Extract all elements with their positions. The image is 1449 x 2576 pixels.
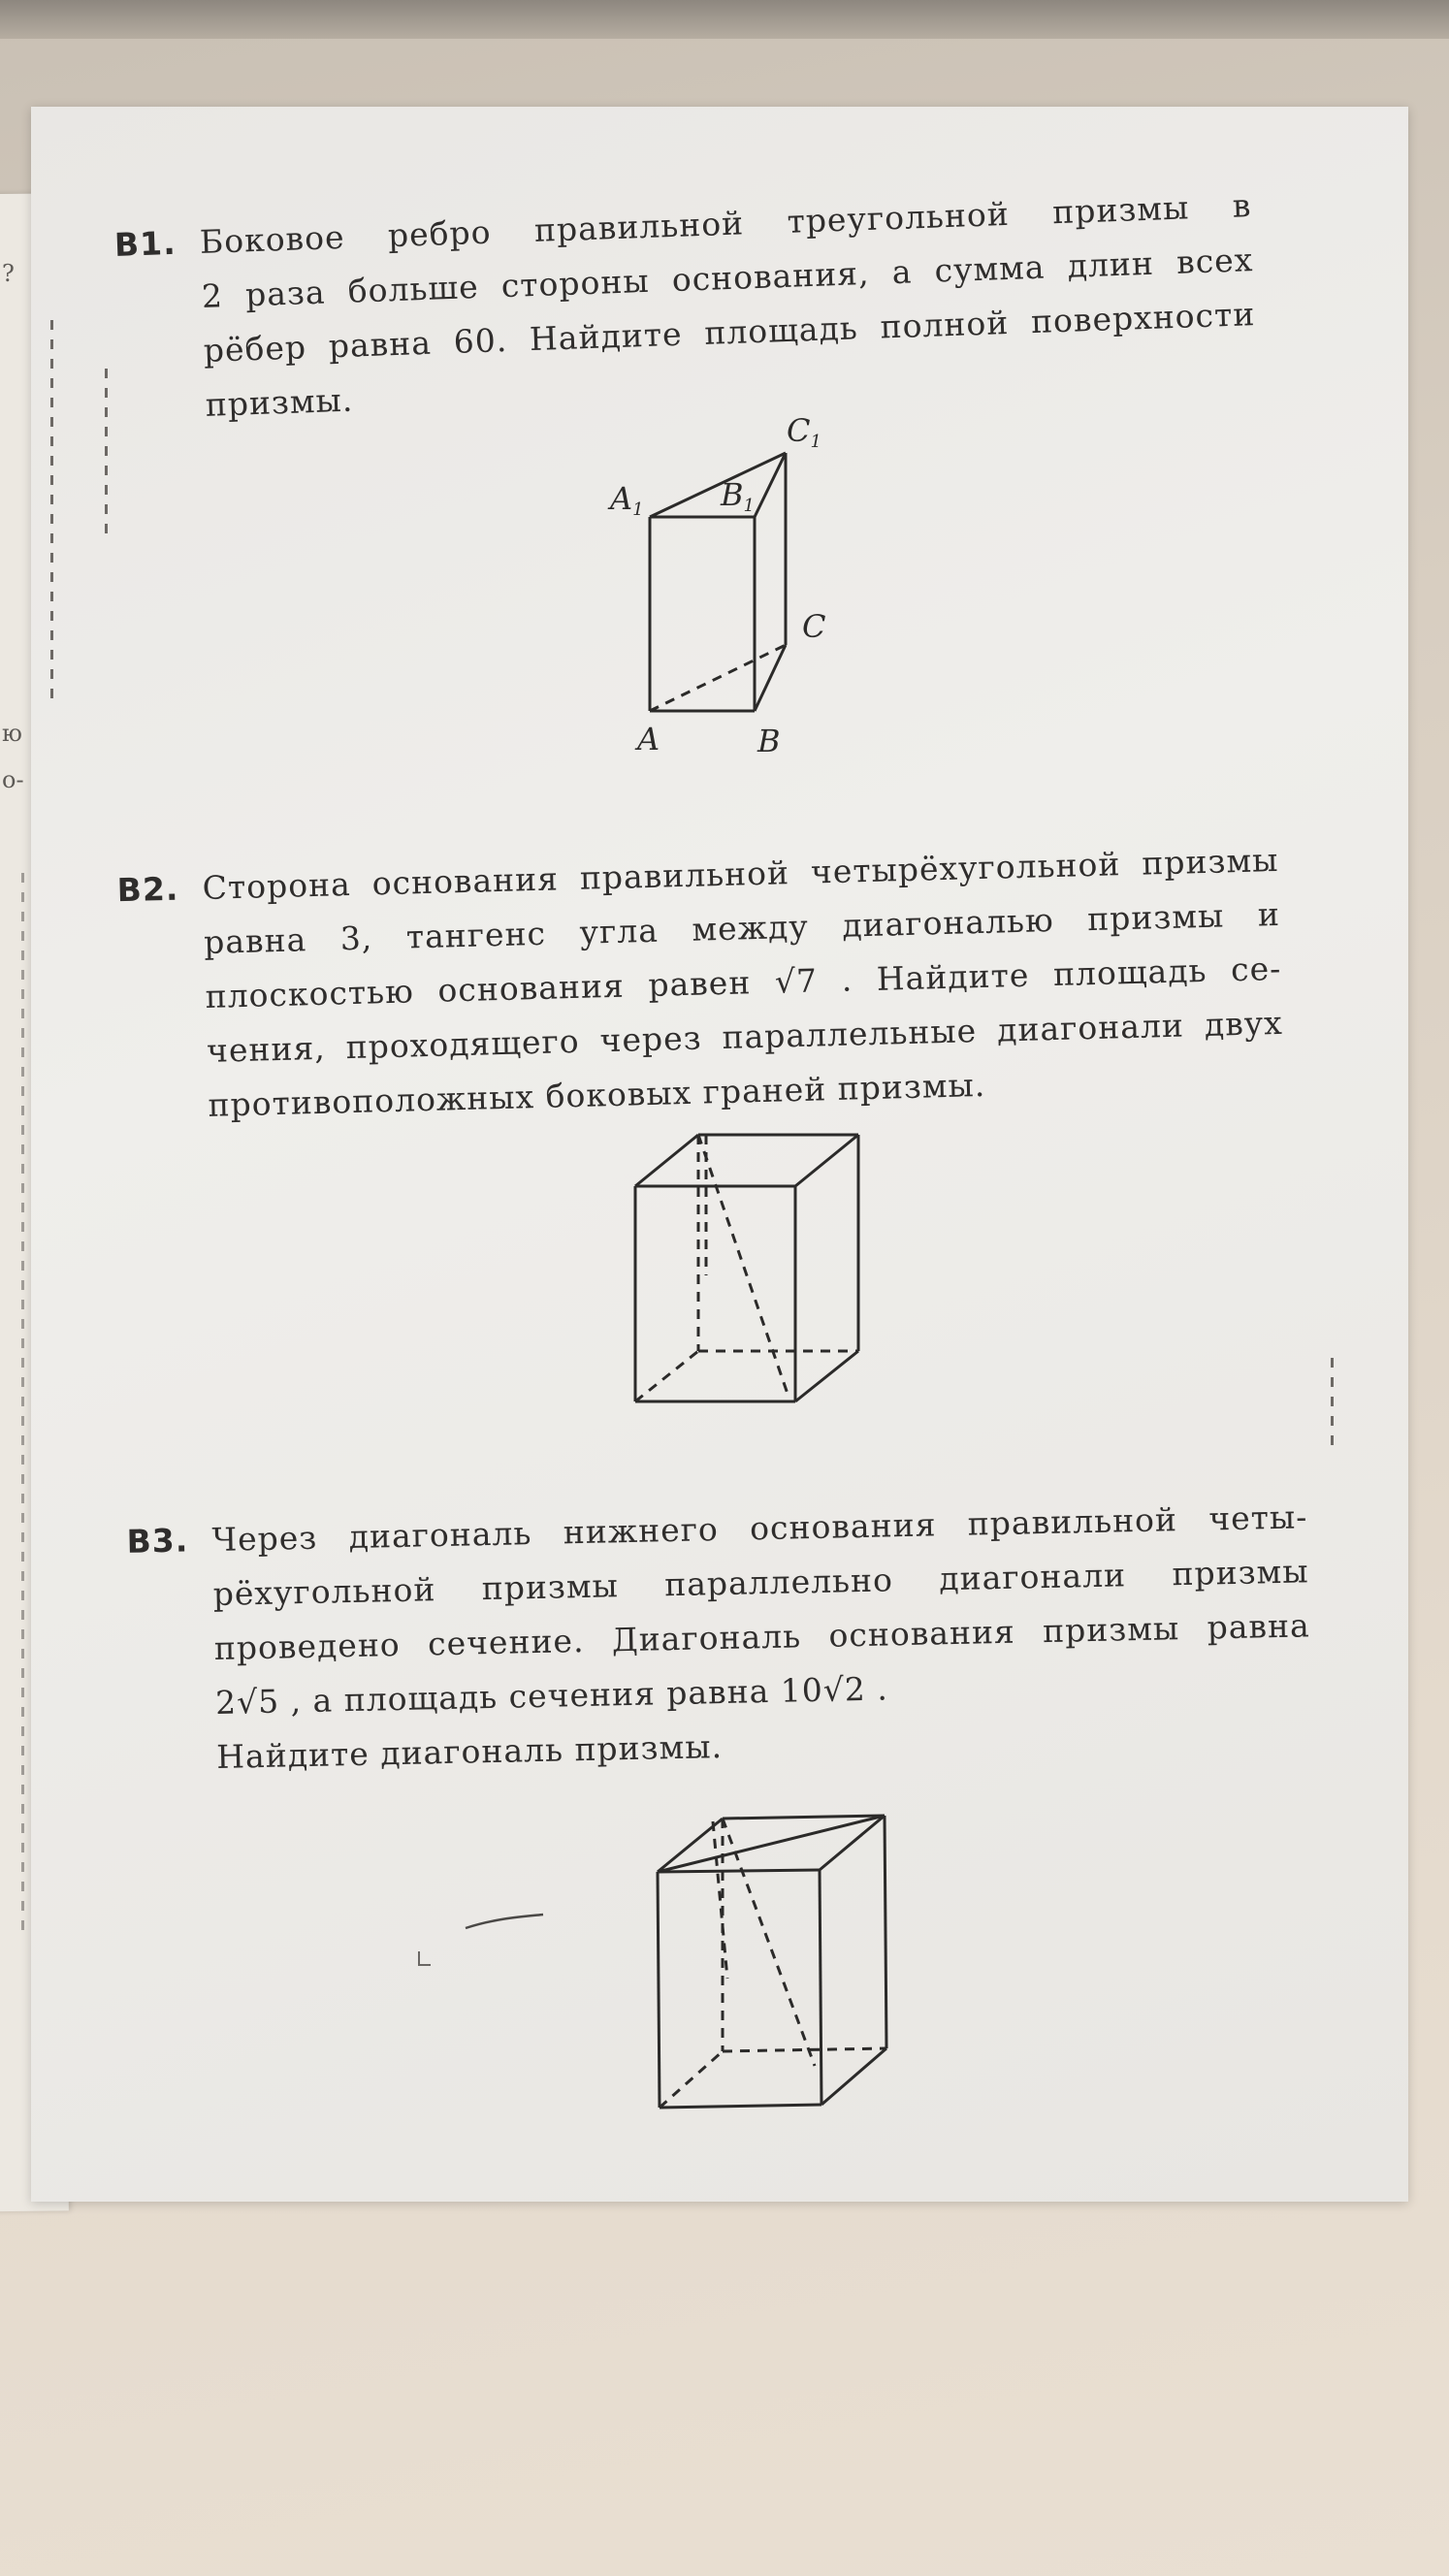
margin-mark: о- (2, 766, 24, 793)
problem-text-line: противоположных боковых граней призмы. (208, 1065, 986, 1124)
vertex-label-a: A (637, 721, 660, 757)
problem-number: В2. (116, 869, 179, 910)
quadrilateral-prism-figure (621, 1120, 873, 1421)
pencil-scribble (407, 1901, 563, 1979)
problem-text-line: рёбер равна 60. Найдите площадь полной поверхности (203, 295, 1256, 370)
problem-b3 (126, 1490, 1313, 1785)
margin-dashes (21, 873, 24, 1940)
problem-text-line: призмы. (205, 380, 354, 424)
problem-b1 (113, 178, 1258, 433)
vertex-label-a1: A1 (610, 480, 644, 520)
problem-text-line: Боковое ребро правильной треугольной призмы в (199, 186, 1252, 261)
margin-dashes (50, 320, 53, 708)
problem-text-line: 2√5 , а площадь сечения равна 10√2 . (214, 1669, 889, 1722)
prism-section-figure (640, 1804, 912, 2124)
vertex-label-c: C (802, 608, 826, 645)
problem-text-line: равна 3, тангенс угла между диагональю призмы и (203, 894, 1281, 961)
margin-dashes (105, 369, 108, 543)
problem-text-line: 2 раза больше стороны основания, а сумма длин всех (201, 241, 1254, 315)
problem-b2 (116, 833, 1285, 1133)
vertex-label-b1: B1 (721, 476, 755, 516)
problem-number: В3. (126, 1521, 189, 1561)
vertex-label-c1: C1 (787, 412, 821, 452)
margin-mark: ? (2, 260, 15, 287)
margin-mark: ю (2, 720, 22, 747)
triangular-prism-figure (596, 412, 829, 761)
problem-text-line: Через диагональ нижнего основания правильной четы- (211, 1497, 1308, 1559)
margin-dashes (1331, 1358, 1334, 1455)
problem-text-line: проведено сечение. Диагональ основания призмы равна (213, 1606, 1311, 1667)
problem-number: В1. (113, 223, 177, 265)
problem-text-line: Сторона основания правильной четырёхугольной призмы (202, 840, 1279, 907)
problem-text-line: чения, проходящего через параллельные диагонали двух (206, 1003, 1284, 1070)
top-object-edge (0, 0, 1449, 39)
problem-text-line: рёхугольной призмы параллельно диагонали призмы (212, 1552, 1309, 1613)
vertex-label-b: B (757, 723, 781, 759)
problem-text-line: Найдите диагональ призмы. (215, 1727, 724, 1776)
problem-text-line: плоскостью основания равен √7 . Найдите площадь се- (205, 949, 1282, 1015)
